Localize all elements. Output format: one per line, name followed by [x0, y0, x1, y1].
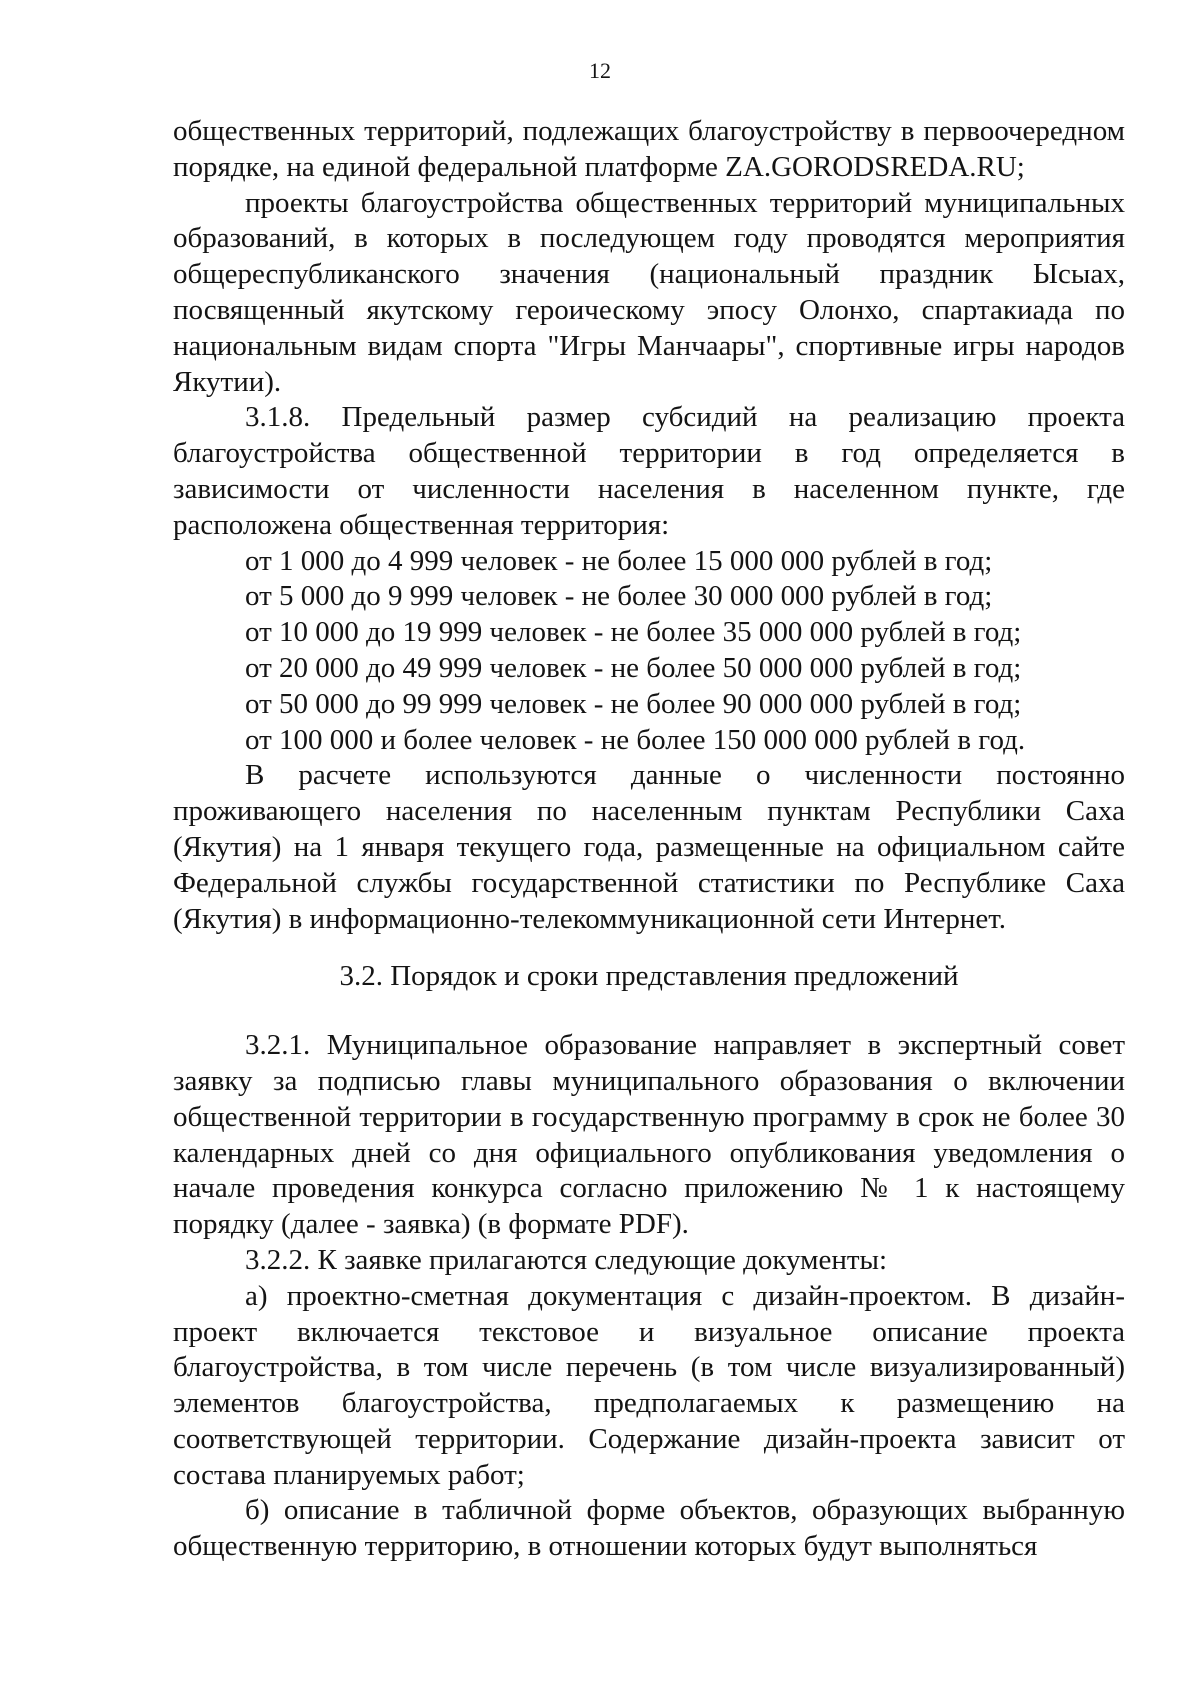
paragraph: общественных территорий, подлежащих благоустройству в первоочередном порядке, на единой федеральной платформе ZA.GORODSREDA.RU;	[173, 115, 1125, 183]
limit-item: от 20 000 до 49 999 человек - не более 50 000 000 рублей в год;	[245, 651, 1022, 684]
page-number: 12	[589, 58, 611, 83]
paragraph: проекты благоустройства общественных территорий муниципальных образований, в которых в последующем году проводятся мероприятия общереспубликанского значения (национальный праздник Ысыах, посвященный якутскому героическому эпосу Олонхо, спартакиада по национальным видам спорта "Игры Манчаары", спортивные игры народов Якутии).	[173, 186, 1125, 398]
limit-item: от 50 000 до 99 999 человек - не более 90 000 000 рублей в год;	[245, 687, 1022, 720]
paragraph-3-2-2: 3.2.2. К заявке прилагаются следующие документы:	[245, 1243, 888, 1276]
paragraph-item-a: а) проектно-сметная документация с дизайн-проектом. В дизайн-проект включается текстовое и визуальное описание проекта благоустройства, в том числе перечень (в том числе визуализированный) элементов благоустройства, предполагаемых к размещению на соответствующей территории. Содержание дизайн-проекта зависит от состава планируемых работ;	[173, 1279, 1125, 1491]
paragraph-3-2-1: 3.2.1. Муниципальное образование направляет в экспертный совет заявку за подписью главы муниципального образования о включении общественной территории в государственную программу в срок не более 30 календарных дней со дня официального опубликования уведомления о начале проведения конкурса согласно приложению № 1 к настоящему порядку (далее - заявка) (в формате PDF).	[173, 1029, 1125, 1241]
limit-item: от 5 000 до 9 999 человек - не более 30 000 000 рублей в год;	[245, 580, 993, 613]
paragraph-3-1-8: 3.1.8. Предельный размер субсидий на реализацию проекта благоустройства общественной территории в год определяется в зависимости от численности населения в населенном пункте, где расположена общественная территория:	[173, 401, 1125, 541]
paragraph-calculation: В расчете используются данные о численности постоянно проживающего населения по населенным пунктам Республики Саха (Якутия) на 1 января текущего года, размещенные на официальном сайте Федеральной службы государственной статистики по Республике Саха (Якутия) в информационно-телекоммуникационной сети Интернет.	[173, 759, 1125, 935]
document-body	[173, 114, 1125, 1565]
limit-item: от 100 000 и более человек - не более 150 000 000 рублей в год.	[245, 723, 1026, 756]
paragraph-item-b: б) описание в табличной форме объектов, образующих выбранную общественную территорию, в отношении которых будут выполняться	[173, 1494, 1125, 1563]
limit-item: от 1 000 до 4 999 человек - не более 15 000 000 рублей в год;	[245, 544, 993, 577]
section-heading: 3.2. Порядок и сроки представления предложений	[339, 960, 959, 993]
limit-item: от 10 000 до 19 999 человек - не более 35 000 000 рублей в год;	[245, 616, 1022, 649]
